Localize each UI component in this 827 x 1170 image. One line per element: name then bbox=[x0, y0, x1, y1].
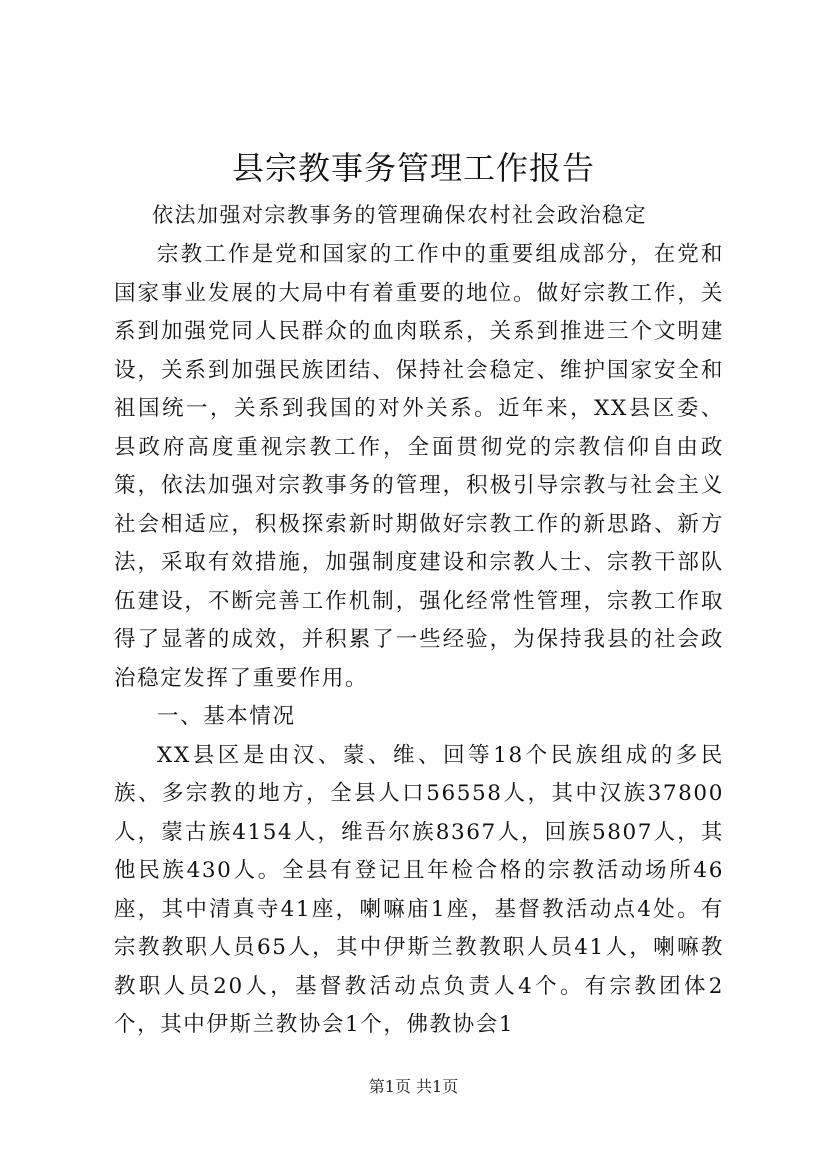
paragraph-intro: 宗教工作是党和国家的工作中的重要组成部分，在党和国家事业发展的大局中有着重要的地位。做好宗教工作，关系到加强党同人民群众的血肉联系，关系到推进三个文明建设，关系到加强民族团结、保持社会稳定、维护国家安全和祖国统一，关系到我国的对外关系。近年来，XX县区委、县政府高度重视宗教工作，全面贯彻党的宗教信仰自由政策，依法加强对宗教事务的管理，积极引导宗教与社会主义社会相适应，积极探索新时期做好宗教工作的新思路、新方法，采取有效措施，加强制度建设和宗教人士、宗教干部队伍建设，不断完善工作机制，强化经常性管理，宗教工作取得了显著的成效，并积累了一些经验，为保持我县的社会政治稳定发挥了重要作用。 bbox=[114, 242, 724, 691]
page-footer: 第1页 共1页 bbox=[368, 1077, 459, 1096]
document-title: 县宗教事务管理工作报告 bbox=[231, 149, 595, 187]
document-subtitle: 依法加强对宗教事务的管理确保农村社会政治稳定 bbox=[152, 203, 647, 227]
document-body bbox=[114, 236, 724, 1045]
paragraph-basic-situation: XX县区是由汉、蒙、维、回等18个民族组成的多民族、多宗教的地方，全县人口56558人，其中汉族37800人，蒙古族4154人，维吾尔族8367人，回族5807人，其他民族430人。全县有登记且年检合格的宗教活动场所46座，其中清真寺41座，喇嘛庙1座，基督教活动点4处。有宗教教职人员65人，其中伊斯兰教教职人员41人，喇嘛教教职人员20人，基督教活动点负责人4个。有宗教团体2个，其中伊斯兰教协会1个，佛教协会1 bbox=[114, 742, 724, 1037]
section-heading-basic-situation: 一、基本情况 bbox=[157, 704, 296, 729]
